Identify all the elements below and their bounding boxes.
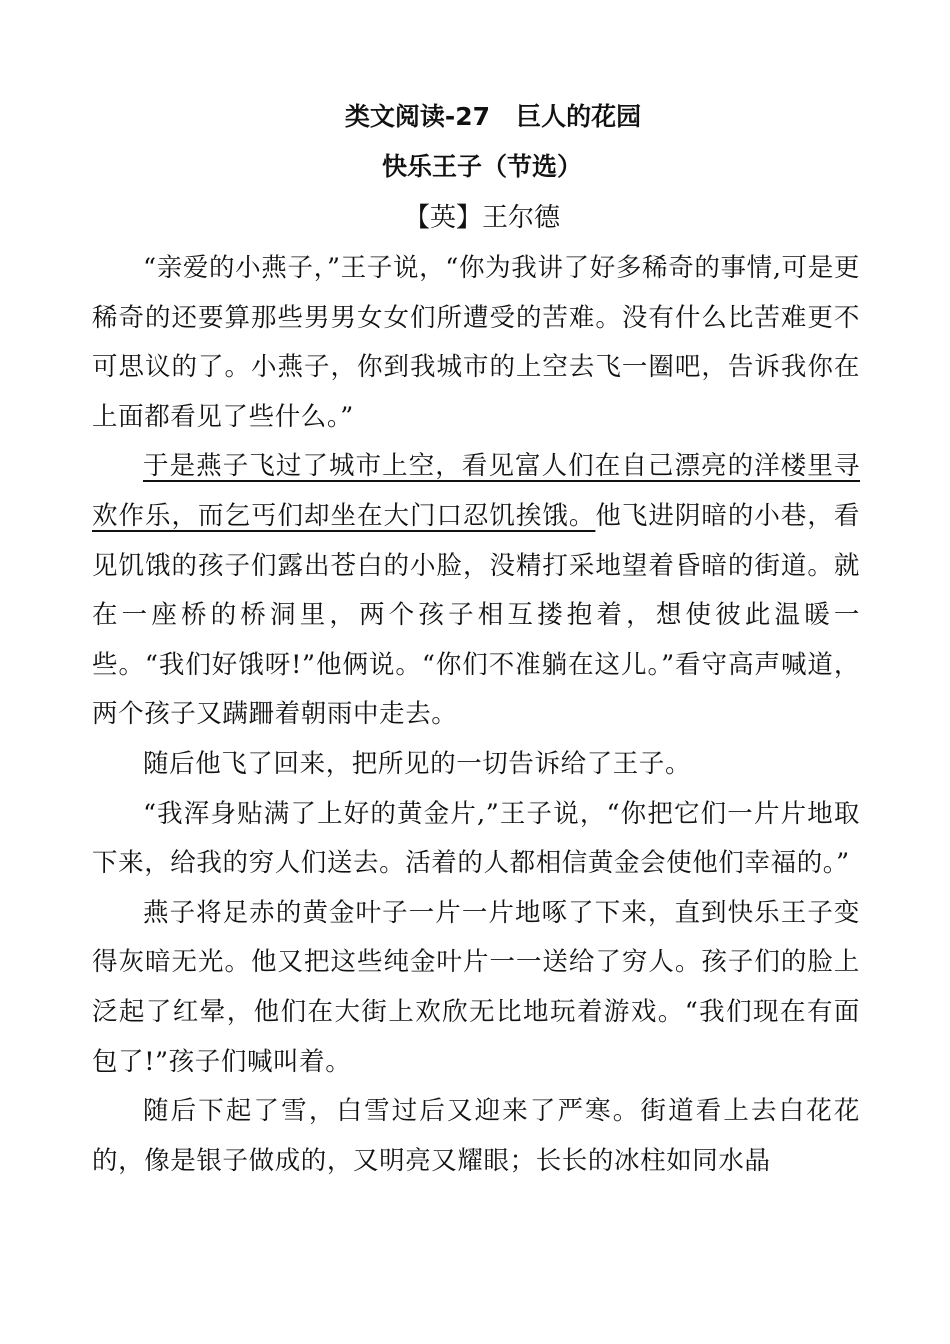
paragraph-3: 随后他飞了回来，把所见的一切告诉给了王子。: [143, 748, 692, 779]
paragraph-4: “我浑身贴满了上好的黄金片,”王子说，“你把它们一片片地取下来，给我的穷人们送去。活着的人都相信黄金会使他们幸福的。”: [92, 798, 860, 879]
underlined-sentence: 于是燕子飞过了城市上空，看见富人们在自己漂亮的洋楼里寻欢作乐，而乞丐们却坐在大门口忍饥挨饿。: [92, 451, 860, 531]
document-subtitle: 快乐王子（节选）: [381, 152, 582, 181]
title-name: 巨人的花园: [516, 102, 642, 131]
title-series: 类文阅读-27: [344, 102, 491, 131]
paragraph-1: “亲爱的小燕子，”王子说，“你为我讲了好多稀奇的事情,可是更稀奇的还要算那些男男女女们所遭受的苦难。没有什么比苦难更不可思议的了。小燕子，你到我城市的上空去飞一圈吧，告诉我你在上面都看见了些什么。”: [92, 253, 860, 432]
paragraph-5: 燕子将足赤的黄金叶子一片一片地啄了下来，直到快乐王子变得灰暗无光。他又把这些纯金叶片一一送给了穷人。孩子们的脸上泛起了红晕，他们在大街上欢欣无比地玩着游戏。“我们现在有面包了!”孩子们喊叫着。: [92, 897, 860, 1077]
paragraph-6: 随后下起了雪，白雪过后又迎来了严寒。街道看上去白花花的，像是银子做成的，又明亮又耀眼；长长的冰柱如同水晶: [92, 1096, 860, 1176]
paragraph-2-rest: 他飞进阴暗的小巷，看见饥饿的孩子们露出苍白的小脸，没精打采地望着昏暗的街道。就在一座桥的桥洞里，两个孩子相互搂抱着，想使彼此温暖一些。“我们好饿呀!”他俩说。“你们不准躺在这儿。”看守高声喊道，两个孩子又蹒跚着朝雨中走去。: [92, 500, 860, 730]
document-author: 【英】王尔德: [403, 203, 560, 233]
document-page: [92, 92, 860, 1186]
paragraph-2: [92, 442, 860, 740]
document-title: [126, 92, 860, 142]
